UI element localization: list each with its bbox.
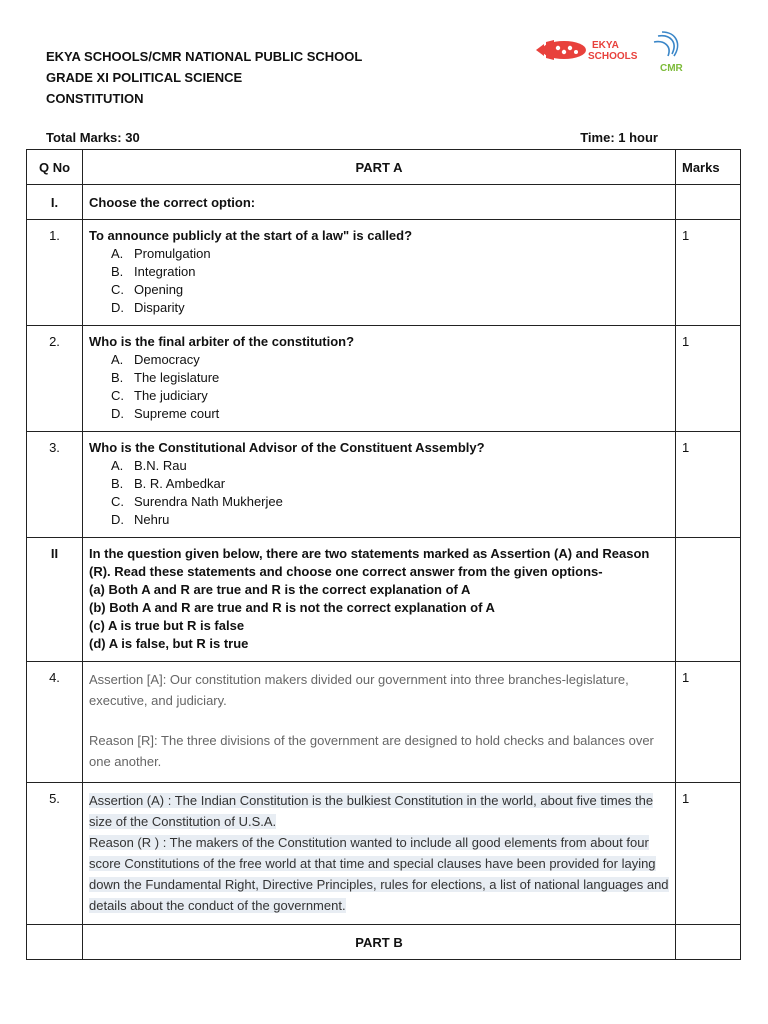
part-b-row: [27, 925, 741, 960]
option-list: [89, 245, 669, 317]
table-row: [27, 783, 741, 925]
table-header-row: [27, 150, 741, 185]
answer-option: (c) A is true but R is false: [89, 618, 245, 633]
option-list: [89, 351, 669, 423]
section-instructions: [83, 538, 676, 662]
table-row: [27, 326, 741, 432]
option-item: D. Disparity: [111, 300, 185, 315]
table-row: [27, 662, 741, 783]
section-number: II: [27, 538, 83, 662]
assertion-text: Assertion (A) : The Indian Constitution is the bulkiest Constitution in the world, about five times the size of the Constitution of U.S.A.: [89, 793, 654, 829]
option-item: C. Opening: [111, 282, 184, 297]
section-row: [27, 185, 741, 220]
question-marks: 1: [676, 432, 741, 538]
svg-text:CMR: CMR: [660, 63, 683, 74]
table-row: [27, 220, 741, 326]
option-item: C. The judiciary: [111, 388, 208, 403]
question-cell: [83, 662, 676, 783]
question-text: Who is the Constitutional Advisor of the Constituent Assembly?: [89, 440, 485, 455]
option-list: [89, 457, 669, 529]
answer-option: (a) Both A and R are true and R is the correct explanation of A: [89, 582, 471, 597]
svg-text:EKYA: EKYA: [592, 40, 619, 51]
table-row: [27, 432, 741, 538]
option-item: A. B.N. Rau: [111, 458, 187, 473]
svg-text:SCHOOLS: SCHOOLS: [588, 51, 638, 62]
question-cell: [83, 220, 676, 326]
option-item: D. Nehru: [111, 512, 170, 527]
question-number: 4.: [27, 662, 83, 783]
question-table: [26, 149, 741, 960]
assertion-text: Assertion [A]: Our constitution makers divided our government into three branches-legislature, executive, and judiciary.: [89, 672, 629, 708]
col-qno-header: Q No: [27, 150, 83, 185]
question-cell: [83, 783, 676, 925]
question-number: 3.: [27, 432, 83, 538]
document-header: [46, 46, 362, 109]
question-number: 1.: [27, 220, 83, 326]
school-name: EKYA SCHOOLS/CMR NATIONAL PUBLIC SCHOOL: [46, 49, 363, 64]
school-logos: [532, 28, 742, 78]
question-marks: 1: [676, 326, 741, 432]
question-marks: 1: [676, 220, 741, 326]
question-marks: 1: [676, 662, 741, 783]
part-b-marks: [676, 925, 741, 960]
total-marks: Total Marks: 30: [46, 130, 140, 145]
section-number: I.: [27, 185, 83, 220]
chapter-title: CONSTITUTION: [46, 91, 144, 106]
part-b-title: PART B: [83, 925, 676, 960]
option-item: A. Promulgation: [111, 246, 211, 261]
option-item: C. Surendra Nath Mukherjee: [111, 494, 283, 509]
col-marks-header: Marks: [676, 150, 741, 185]
option-item: B. The legislature: [111, 370, 220, 385]
section-title: Choose the correct option:: [83, 185, 676, 220]
question-marks: 1: [676, 783, 741, 925]
part-b-number: [27, 925, 83, 960]
option-item: B. B. R. Ambedkar: [111, 476, 226, 491]
section-marks: [676, 538, 741, 662]
question-text: Who is the final arbiter of the constitution?: [89, 334, 355, 349]
question-cell: [83, 432, 676, 538]
option-item: B. Integration: [111, 264, 196, 279]
option-item: D. Supreme court: [111, 406, 220, 421]
question-number: 2.: [27, 326, 83, 432]
answer-option: (d) A is false, but R is true: [89, 636, 249, 651]
col-part-header: PART A: [83, 150, 676, 185]
exam-time: Time: 1 hour: [580, 130, 658, 145]
question-text: To announce publicly at the start of a law" is called?: [89, 228, 413, 243]
ekya-logo-icon: [532, 28, 742, 78]
reason-text: Reason [R]: The three divisions of the government are designed to hold checks and balances over one another.: [89, 733, 654, 769]
section-row: [27, 538, 741, 662]
reason-text: Reason (R ) : The makers of the Constitution wanted to include all good elements from about four score Constitutions of the free world at that time and special clauses have been provided for laying down the Fundamental Right, Directive Principles, rules for elections, a list of national languages and details about the conduct of the government.: [89, 835, 669, 913]
instruction-text: In the question given below, there are two statements marked as Assertion (A) and Reason (R). Read these statements and choose one correct answer from the given options-: [89, 546, 650, 579]
question-cell: [83, 326, 676, 432]
answer-option: (b) Both A and R are true and R is not the correct explanation of A: [89, 600, 495, 615]
grade-subject: GRADE XI POLITICAL SCIENCE: [46, 70, 243, 85]
exam-meta: [46, 130, 658, 145]
question-number: 5.: [27, 783, 83, 925]
section-marks: [676, 185, 741, 220]
option-item: A. Democracy: [111, 352, 200, 367]
